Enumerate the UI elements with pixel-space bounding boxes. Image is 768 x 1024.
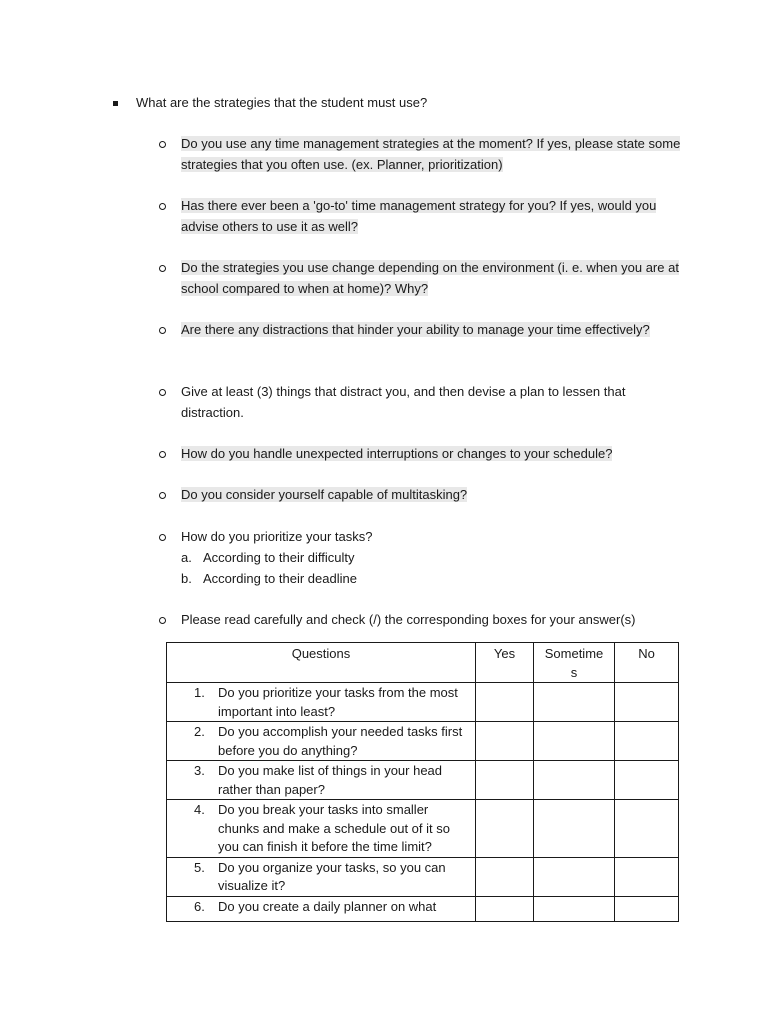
no-checkbox-cell[interactable] — [615, 896, 679, 921]
table-row — [167, 857, 679, 896]
sometimes-checkbox-cell[interactable] — [534, 857, 615, 896]
option-text: According to their difficulty — [203, 550, 355, 565]
row-number: 2. — [194, 724, 205, 739]
row-question: Do you create a daily planner on what — [218, 898, 437, 914]
question-text: Do you consider yourself capable of multitasking? — [181, 487, 468, 502]
row-question: Do you accomplish your needed tasks first before you do anything? — [218, 724, 463, 758]
yes-checkbox-cell[interactable] — [476, 761, 534, 800]
sometimes-checkbox-cell[interactable] — [534, 761, 615, 800]
option-item — [181, 569, 357, 590]
no-checkbox-cell[interactable] — [615, 761, 679, 800]
question-text: How do you prioritize your tasks? — [181, 529, 373, 544]
circle-bullet-icon — [159, 617, 166, 624]
question-text: Do you use any time management strategies at the moment? If yes, please state some strategies that you often use. (ex. Planner, prioritization) — [181, 136, 681, 172]
no-checkbox-cell[interactable] — [615, 800, 679, 858]
circle-bullet-icon — [159, 327, 166, 334]
question-text: Give at least (3) things that distract you, and then devise a plan to lessen that distraction. — [181, 384, 626, 420]
header-yes: Yes — [476, 643, 534, 683]
row-question: Do you break your tasks into smaller chunks and make a schedule out of it so you can finish it before the time limit? — [218, 802, 450, 854]
sometimes-checkbox-cell[interactable] — [534, 800, 615, 858]
question-text: Are there any distractions that hinder your ability to manage your time effectively? — [181, 322, 650, 337]
question-text: Please read carefully and check (/) the corresponding boxes for your answer(s) — [181, 612, 636, 627]
main-bullet — [113, 93, 428, 110]
row-question: Do you make list of things in your head rather than paper? — [218, 763, 443, 797]
circle-bullet-icon — [159, 203, 166, 210]
question-text: Has there ever been a 'go-to' time management strategy for you? If yes, would you advise others to use it as well? — [181, 198, 657, 234]
no-checkbox-cell[interactable] — [615, 683, 679, 722]
table-row — [167, 896, 679, 921]
row-number: 1. — [194, 685, 205, 700]
question-cell — [167, 800, 476, 858]
question-cell — [167, 722, 476, 761]
row-question: Do you prioritize your tasks from the most important into least? — [218, 685, 458, 719]
circle-bullet-icon — [159, 492, 166, 499]
circle-bullet-icon — [159, 141, 166, 148]
header-questions: Questions — [167, 643, 476, 683]
circle-bullet-icon — [159, 389, 166, 396]
table-row — [167, 761, 679, 800]
row-number: 5. — [194, 859, 205, 875]
question-cell — [167, 896, 476, 921]
row-number: 4. — [194, 802, 205, 817]
circle-bullet-icon — [159, 265, 166, 272]
row-number: 3. — [194, 763, 205, 778]
table-row — [167, 800, 679, 858]
yes-checkbox-cell[interactable] — [476, 722, 534, 761]
row-number: 6. — [194, 898, 205, 914]
question-cell — [167, 857, 476, 896]
no-checkbox-cell[interactable] — [615, 857, 679, 896]
survey-table — [166, 642, 679, 922]
table-row — [167, 683, 679, 722]
yes-checkbox-cell[interactable] — [476, 800, 534, 858]
main-question: What are the strategies that the student must use? — [136, 95, 428, 110]
question-text: How do you handle unexpected interruptions or changes to your schedule? — [181, 446, 613, 461]
table-header-row — [167, 643, 679, 683]
question-text: Do the strategies you use change depending on the environment (i. e. when you are at school compared to when at home)? Why? — [181, 260, 679, 296]
no-checkbox-cell[interactable] — [615, 722, 679, 761]
sometimes-checkbox-cell[interactable] — [534, 683, 615, 722]
header-no: No — [615, 643, 679, 683]
yes-checkbox-cell[interactable] — [476, 896, 534, 921]
option-item — [181, 548, 355, 569]
option-marker: b. — [181, 571, 192, 586]
square-bullet-icon — [113, 101, 118, 106]
option-marker: a. — [181, 550, 192, 565]
question-cell — [167, 761, 476, 800]
row-question: Do you organize your tasks, so you can visualize it? — [218, 859, 446, 893]
circle-bullet-icon — [159, 534, 166, 541]
circle-bullet-icon — [159, 451, 166, 458]
sometimes-checkbox-cell[interactable] — [534, 896, 615, 921]
yes-checkbox-cell[interactable] — [476, 683, 534, 722]
question-cell — [167, 683, 476, 722]
header-sometimes: Sometimes — [534, 643, 615, 683]
option-text: According to their deadline — [203, 571, 357, 586]
yes-checkbox-cell[interactable] — [476, 857, 534, 896]
table-row — [167, 722, 679, 761]
sometimes-checkbox-cell[interactable] — [534, 722, 615, 761]
